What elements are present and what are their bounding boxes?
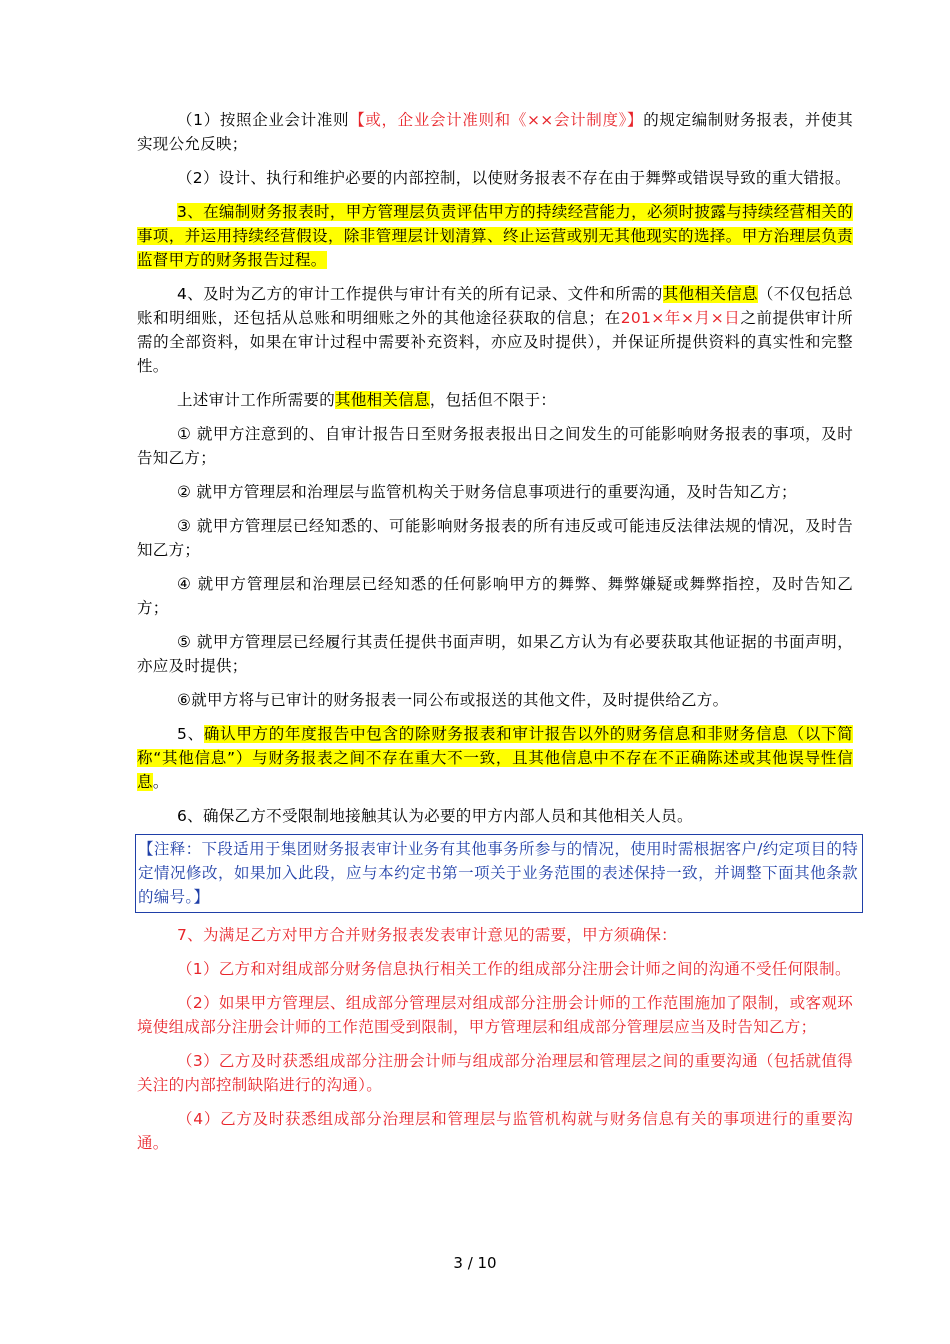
annotation-text: 【注释：下段适用于集团财务报表审计业务有其他事务所参与的情况，使用时需根据客户/约定项目的特定情况修改，如果加入此段，应与本约定书第一项关于业务范围的表述保持一致，并调整下面其他条款的编号。】 — [138, 840, 858, 906]
page-number — [0, 1254, 950, 1272]
list-item-4: ④ 就甲方管理层和治理层已经知悉的任何影响甲方的舞弊、舞弊嫌疑或舞弊指控，及时告知乙方； — [137, 575, 853, 617]
text: ，包括但不限于： — [429, 391, 557, 409]
text: 之前提供审计所需的全部资料，如果在审计过程中需要补充资料，亦应及时提供），并保证所提供资料的真实性和完整性。 — [137, 309, 853, 375]
paragraph-2: （2）设计、执行和维护必要的内部控制，以使财务报表不存在由于舞弊或错误导致的重大错报。 — [177, 169, 851, 187]
highlighted-text: 确认甲方的年度报告中包含的除财务报表和审计报告以外的财务信息和非财务信息（以下简称“其他信息”）与财务报表之间不存在重大不一致，且其他信息中不存在不正确陈述或其他误导性信息 — [137, 725, 853, 791]
sub-item-2: （2）如果甲方管理层、组成部分管理层对组成部分注册会计师的工作范围施加了限制，或客观环境使组成部分注册会计师的工作范围受到限制，甲方管理层和组成部分管理层应当及时告知乙方； — [137, 994, 853, 1036]
separator: / — [462, 1254, 478, 1272]
highlighted-text: 其他相关信息 — [335, 391, 430, 409]
current-page: 3 — [453, 1254, 463, 1272]
text: 的规定编制财务报表，并使其实现公允反映； — [137, 111, 853, 153]
list-item-5: ⑤ 就甲方管理层已经履行其责任提供书面声明，如果乙方认为有必要获取其他证据的书面声明，亦应及时提供； — [137, 633, 853, 675]
date-placeholder: 201×年×月×日 — [620, 309, 741, 327]
paragraph-4 — [137, 282, 853, 378]
total-pages: 10 — [477, 1254, 497, 1272]
text: 4、及时为乙方的审计工作提供与审计有关的所有记录、文件和所需的 — [177, 285, 663, 303]
highlighted-text: 其他相关信息 — [662, 285, 758, 303]
list-item-3: ③ 就甲方管理层已经知悉的、可能影响财务报表的所有违反或可能违反法律法规的情况，及时告知乙方； — [137, 517, 853, 559]
text: （1）按照企业会计准则 — [177, 111, 350, 129]
bracket-note: 【或，企业会计准则和《××会计制度》】 — [349, 111, 644, 129]
text: 上述审计工作所需要的 — [177, 391, 336, 409]
highlighted-text: 3、在编制财务报表时，甲方管理层负责评估甲方的持续经营能力，必须时披露与持续经营相关的事项，并运用持续经营假设，除非管理层计划清算、终止运营或别无其他现实的选择。甲方治理层负责监督甲方的财务报告过程。 — [137, 203, 853, 269]
sub-item-3: （3）乙方及时获悉组成部分注册会计师与组成部分治理层和管理层之间的重要沟通（包括就值得关注的内部控制缺陷进行的沟通）。 — [137, 1052, 853, 1094]
text: （不仅包括总账和明细账，还包括从总账和明细账之外的其他途径获取的信息；在 — [137, 285, 853, 327]
paragraph-6 — [137, 722, 853, 794]
list-item-2: ② 就甲方管理层和治理层与监管机构关于财务信息事项进行的重要沟通，及时告知乙方； — [177, 483, 797, 501]
document-page — [137, 108, 858, 1165]
paragraph-8: 7、为满足乙方对甲方合并财务报表发表审计意见的需要，甲方须确保： — [177, 926, 677, 944]
paragraph-1 — [137, 108, 853, 156]
text: 5、 — [177, 725, 204, 743]
list-item-1: ① 就甲方注意到的、自审计报告日至财务报表报出日之间发生的可能影响财务报表的事项，及时告知乙方； — [137, 425, 853, 467]
list-item-6: ⑥就甲方将与已审计的财务报表一同公布或报送的其他文件，及时提供给乙方。 — [177, 691, 729, 709]
sub-item-4: （4）乙方及时获悉组成部分治理层和管理层与监管机构就与财务信息有关的事项进行的重要沟通。 — [137, 1110, 853, 1152]
paragraph-5 — [137, 388, 853, 412]
sub-item-1: （1）乙方和对组成部分财务信息执行相关工作的组成部分注册会计师之间的沟通不受任何限制。 — [177, 960, 851, 978]
annotation-box — [135, 834, 863, 913]
paragraph-7: 6、确保乙方不受限制地接触其认为必要的甲方内部人员和其他相关人员。 — [177, 807, 693, 825]
text: 。 — [152, 773, 169, 791]
paragraph-3 — [137, 200, 853, 272]
